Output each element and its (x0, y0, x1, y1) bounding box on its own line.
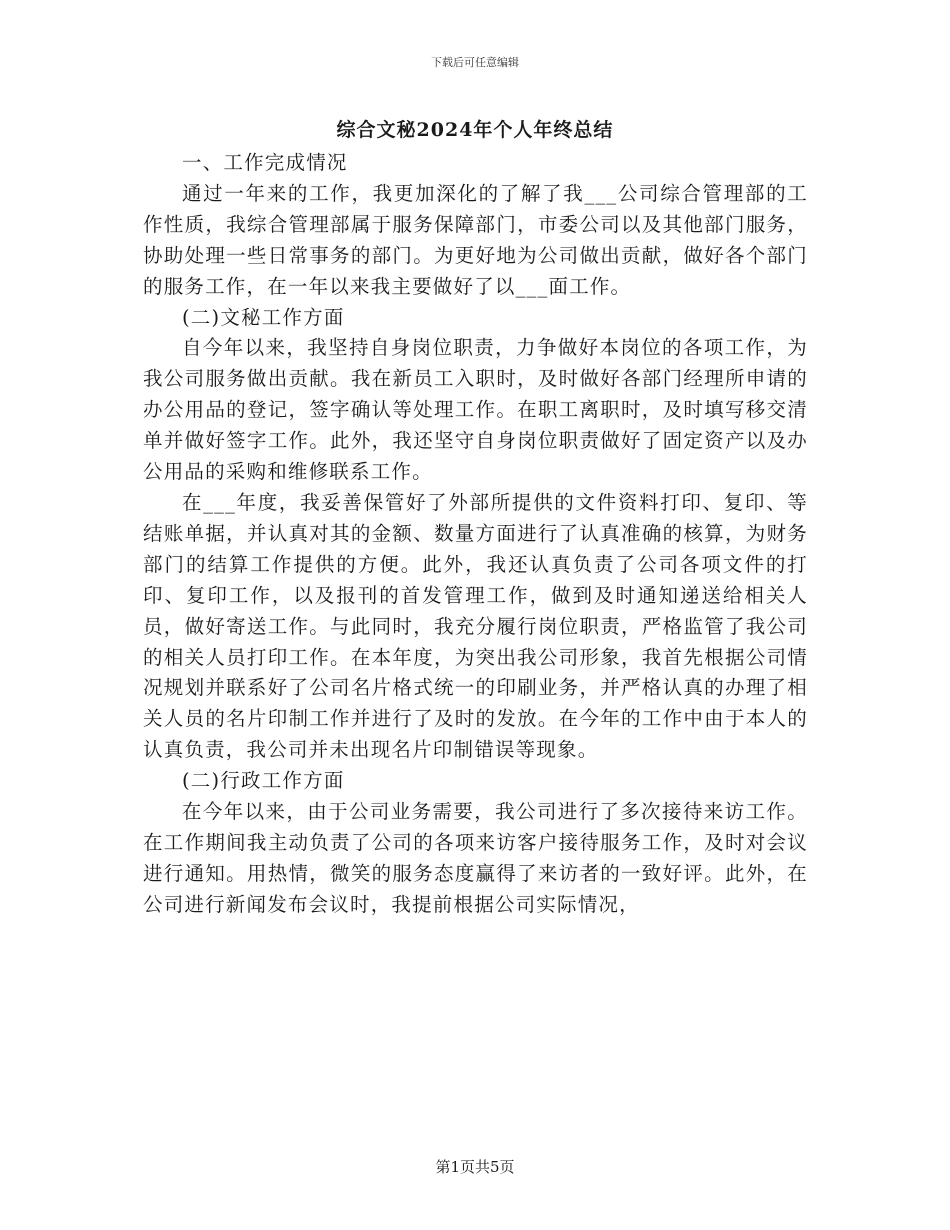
page-footer: 第1页共5页 (435, 1158, 515, 1176)
header-note: 下载后可任意编辑 (431, 56, 519, 69)
section-heading-administrative: (二)行政工作方面 (182, 769, 345, 793)
document-title: 综合文秘2024年个人年终总结 (336, 119, 614, 141)
section-heading-secretarial: (二)文秘工作方面 (182, 305, 345, 329)
paragraph-intro: 通过一年来的工作，我更加深化的了解了我___公司综合管理部的工作性质，我综合管理部属于服务保障部门，市委公司以及其他部门服务，协助处理一些日常事务的部门。为更好地为公司做出贡献，做好各个部门的服务工作，在一年以来我主要做好了以___面工作。 (143, 181, 808, 298)
document-body (143, 148, 808, 921)
section-heading-work-status: 一、工作完成情况 (182, 151, 348, 174)
paragraph-administrative: 在今年以来，由于公司业务需要，我公司进行了多次接待来访工作。在工作期间我主动负责了公司的各项来访客户接待服务工作，及时对会议进行通知。用热情，微笑的服务态度赢得了来访者的一致好评。此外，在公司进行新闻发布会议时，我提前根据公司实际情况， (143, 800, 808, 916)
paragraph-secretarial: 自今年以来，我坚持自身岗位职责，力争做好本岗位的各项工作，为我公司服务做出贡献。我在新员工入职时，及时做好各部门经理所申请的办公用品的登记，签字确认等处理工作。在职工离职时，及时填写移交清单并做好签字工作。此外，我还坚守自身岗位职责做好了固定资产以及办公用品的采购和维修联系工作。 (143, 336, 808, 484)
paragraph-annual: 在___年度，我妥善保管好了外部所提供的文件资料打印、复印、等结账单据，并认真对其的金额、数量方面进行了认真准确的核算，为财务部门的结算工作提供的方便。此外，我还认真负责了公司各项文件的打印、复印工作，以及报刊的首发管理工作，做到及时通知递送给相关人员，做好寄送工作。与此同时，我充分履行岗位职责，严格监管了我公司的相关人员打印工作。在本年度，为突出我公司形象，我首先根据公司情况规划并联系好了公司名片格式统一的印刷业务，并严格认真的办理了相关人员的名片印制工作并进行了及时的发放。在今年的工作中由于本人的认真负责，我公司并未出现名片印制错误等现象。 (143, 490, 808, 762)
